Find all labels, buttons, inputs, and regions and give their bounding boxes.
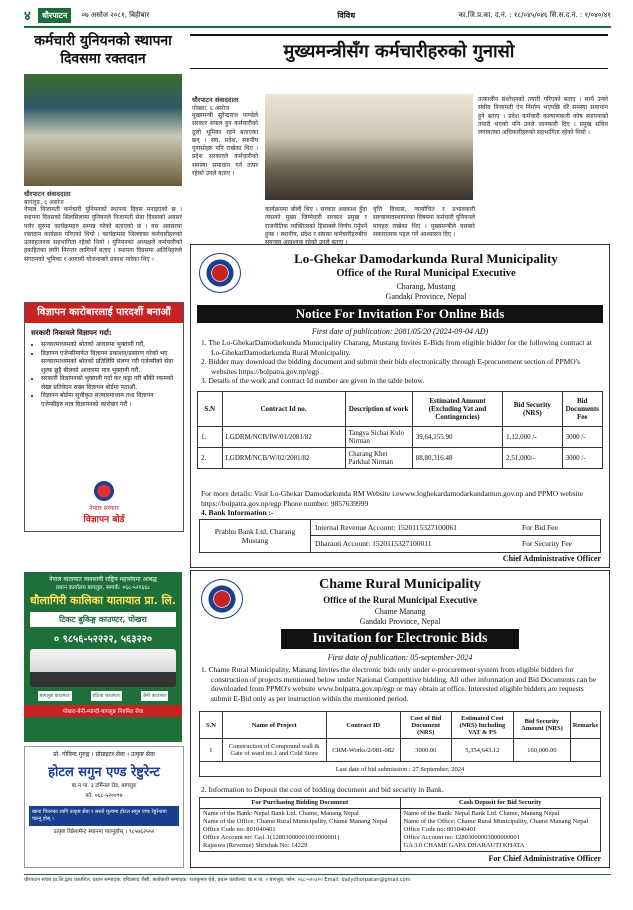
main-story-row2 [265,206,475,247]
nepal-emblem-icon [92,480,116,502]
main-story-col1: मुख्यमन्त्री सुरेन्द्रराज पाण्डेले सरकार सफल हुन कर्मचारीको ठूलो भूमिका रहने बताएका छन् । संघ, प्रदेश, स्थानीय गुनासोहरु पनि राखेका थिए । प्रदेश सरकारले कर्मचारीको समस्या समाधान गर्न तत्पर रहेको उनले बताए । [192,112,258,178]
bus-company-name: धौलागिरी कालिका यातायात प्रा. लि. [29,594,177,607]
list-item: • विज्ञापन एजेन्सीमार्फत विज्ञापन प्रकाशन/प्रसारण गरेको भए सञ्चारमाध्यमको श्रोतको प्रतिलिपि संलग्न गरी एजेन्सीको सेवा शुल्क छुट्टै बीलको आधारमा मात्र भुक्तानी गरौं, [41,350,177,376]
advertising-board-logo: नेपाल सरकार विज्ञापन बोर्ड [25,480,183,525]
bank-name: Prabhu Bank Ltd, Charang Mustang [199,519,311,553]
municipality-emblem-icon [199,253,241,293]
main-story-byline: धौरपाटन संवाददाता पोखरा, ६ असोज [192,96,239,112]
list-item: • विज्ञापन बोर्डमा सूचीकृत सञ्चारमाध्यम तथा विज्ञापन एजेन्सीहरु मात्र विज्ञापनको कारोबार गरौं । [41,392,177,409]
notice1-bid-table: S.N Contract Id no. Description of work Estimated Amount (Excluding Vat and Contingencies) Bid Security (NRS) Bid Documents Fee 1. LGDRM/NCB/IW/01/2081/82 Tangya Sichai Kulo Nirman 39,64,155.90 1,12,000 /- 3000 /- 2. LGDRM/NCB/W/02/2081/82 Charang Khet Parkhal Nirman 88,80,316.48 2,51,000/- 3000 /- [197,391,603,469]
hotel-advertisement: प्रो. गोविन्द गुरुङ्ग । प्रोप्राइटर सेवा । उत्कृष्ट सेवा होटल सगुन एण्ड रेष्टुरेन्ट बा.न.पा. ३ टर्मिनल रोड, बागलुङ फो: ०६८-५२००९७ खाना पिउनका लागि उत्कृष्ट सेवा र सस्तो मूल्यमा होटल सगुन एण्ड रेष्टुरेन्टमा पाल्नु होस् । उत्कृष्ट रिफ्रेशमेन्ट स्थानमा पाल्नुहोस् । ९८५७६२५५२ [24,746,184,868]
left-story-body: नेपाल निजामती कर्मचारी युनियनको स्थापना दिवस मनाइएको छ । स्थापना दिवसको सिलसिलामा युनियनले निजामती सेवा दिवसको अवसर पारेर सुरुमा कार्यक्रमहरु सम्पन्न गरेको बताएको छ । यस अवसरमा रक्तदान कार्यक्रम गरिएको थियो । कार्यक्रममा जिल्लाका कर्मचारीहरुको उत्साहजनक सहभागिता रहेको थियो । युनियनका अध्यक्षले कर्मचारीको हकहितका लागि निरन्तर लागिपर्ने बताए । स्थापना दिवसमा अतिथिहरुले संगठनको भूमिका र आगामी योजनाबारे प्रकाश पारेका थिए । [24,206,182,263]
chame-bid-notice: Chame Rural Municipality Office of the Rural Municipal Executive Chame Manang Gandaki Province, Nepal Invitation for Electronic Bids First date of publication: 05-september-2024 1. Chame Rural Municipality, Manang Invites the electronic bids only under e-procurement system from eligible bidders for construction of projects mentioned below under National Competitive bidding. All other information and Bid Documents can be downloaded from PPMO's website www.bolpatra.gov.np/egp or may obtain at office. Interested eligible bidders are requests submit E-Bid only as per instruction within the mentioned period. S.N Name of Project Contract ID Cost of Bid Document (NRS) Estimated Cost (NRS) Including VAT & PS Bid Security Amount (NRS) Remarks 1 Construction of Compound wall & Gate of ward no.1 and Cold Store CRM-Works/2/081-082 3000.00 5,354,643.12 160,000.00 Last date of bid submission : 27 September, 2024 2. Information to Deposit the cost of bidding document and bid security in Bank. For Purchasing Bidding Document Cash Deposit for Bid Security Name of the Bank: Nepal Bank Ltd. Chame, Manang Nepal Name of the Office: Chame Rural Municipality, Chame Manang Nepal Office Code no: 801040401 Office Account no: Ga1.1(12803000001001000001) Rajaswa (Revenue) Shrishak No: 14229 Name of the Bank: Nepal Bank Ltd. Chame, Manang Nepal Name of the Office: Chame Rural Municipality, Chame Manang Nepal Office Code no: 801040401 Office Account no: 12803000003000000001 GA 3.0 CHAME GAPA DHARAUTI KHATA For Chief Administrative Officer [190,570,610,868]
last-date: Last date of bid submission : 27 September, 2024 [200,762,601,777]
bus-icon [30,649,176,687]
lo-ghekar-bid-notice: Lo-Ghekar Damodarkunda Rural Municipality Office of the Rural Municipal Executive Charang, Mustang Gandaki Province, Nepal Notice For Invitation For Online Bids First date of publication: 2081/05/20 (2024-09-04 AD) 1. The Lo-GhekarDamodarkunda Municipality Charang, Mustang Invites E-Bids from eligible bidder for the following contract at Lo-GhekarDamodarkunda Rural Municipality. 2. Bidder may download the bidding document and submit their bids electronically through E-procurement section of PPMO's websites https://bolpatra.gov.np/egp . 3. Details of the work and contract Id number are given in the table below. S.N Contract Id no. Description of work Estimated Amount (Excluding Vat and Contingencies) Bid Security (NRS) Bid Documents Fee 1. LGDRM/NCB/IW/01/2081/82 Tangya Sichai Kulo Nirman 39,64,155.90 1,12,000 /- 3000 /- 2. LGDRM/NCB/W/02/2081/82 Charang Khet Parkhal Nirman 88,80,316.48 2,51,000/- 3000 /- For more details: Visit Lo-Ghekar Damodarkunda RM Website i.ewww.loghekardamodarkundamun.gov.np and PPMO website https://bolpatra.gov.np/egp Phone number: 9857639999 4. Bank Information :- Prabhu Bank Ltd, Charang Mustang Internal Revenue Account: 1520115327100061 For Bid Fee Dharauti Account: 1520115327100011 For Security Fee Chief Administrative Officer [190,244,610,568]
advertising-board-subtitle: सरकारी निकायले विज्ञापन गर्दा: [31,329,112,337]
notice2-signatory: For Chief Administrative Officer [488,854,601,863]
notice1-bank-info [199,519,601,553]
notice1-more-info: For more details: Visit Lo-Ghekar Damodarkunda RM Website i.ewww.loghekardamodarkundamun.gov.np and PPMO website https://bolpatra.gov.np/egp Phone number: 9857639999 4. Bank Information :- [201,489,584,517]
page-header [24,4,611,28]
notice2-org: Chame Rural Municipality [319,577,481,592]
bank-account-row: Internal Revenue Account: 1520115327100061 For Bid Fee [311,520,600,536]
notice1-instructions: 1. The Lo-GhekarDamodarkunda Municipality Charang, Mustang Invites E-Bids from eligible bidder for the following contract at Lo-GhekarDamodarkunda Rural Municipality. 2. Bidder may download the bidding document and submit their bids electronically through E-procurement section of PPMO's websites https://bolpatra.gov.np/egp . 3. Details of the work and contract Id number are given in the table below. [201,338,592,385]
bus-counters: बागलुङ काउण्टर हटिया काउण्टर बेनी काउण्टर [39,693,167,699]
meeting-photo [265,94,473,200]
main-story-col3: वृत्ति विकास, न्यायोचित र प्रभावकारी सरुवाव्यवस्थापनका विषयमा कर्मचारी युनियनले मागहरु राखेका थिए । मुख्यमन्त्रीले यसबारे सकारात्मक पहल गर्ने आश्वासन दिए । [373,206,475,238]
notice1-signatory: Chief Administrative Officer [502,554,601,563]
page-number: ४ [24,9,31,24]
section-name: विविध [337,10,356,20]
table-row: 1 Construction of Compound wall & Gate of ward no.1 and Cold Store CRM-Works/2/081-082 3000.00 5,354,643.12 160,000.00 [200,739,601,762]
bank-account-row: Dharauti Account: 1520115327100011 For Security Fee [315,539,572,548]
left-story [24,32,182,290]
notice1-title: Notice For Invitation For Online Bids [197,305,603,323]
blood-donation-photo [24,74,182,186]
bus-advertisement: नेपाल यातायात व्यवसायी राष्ट्रिय महासंघमा आबद्ध प्रधान कार्यालय बागलुङ, सम्पर्क: ०६८-५२१६६८ धौलागिरी कालिका यातायात प्रा. लि. टिकट बुकिङ्ग काउण्टर, पोखरा ० ९८५६-५२२२२, ५६३२२० बागलुङ काउण्टर हटिया काउण्टर बेनी काउण्टर पोखरा-बेनी-म्याग्दी-बागलुङ नियमित सेवा [24,572,182,742]
hotel-name: होटल सगुन एण्ड रेष्टुरेन्ट [48,765,160,780]
bank-details-fee: Name of the Bank: Nepal Bank Ltd. Chame, Manang Nepal Name of the Office: Chame Rural Municipality, Chame Manang Nepal Office Code no: 801040401 Office Account no: Ga1.1(12803000001001000001) Rajaswa (Revenue) Shrishak No: 14229 [200,809,401,852]
issue-date: ०७ असोज २०८१, बिहीबार [81,10,150,19]
table-row: 2. LGDRM/NCB/W/02/2081/82 Charang Khet Parkhal Nirman 88,80,316.48 2,51,000/- 3000 /- [198,448,603,469]
list-item: • सञ्चारमाध्यमको श्रोतको आधारमा भुक्तानी गरौं, [41,341,177,350]
table-row: 1. LGDRM/NCB/IW/01/2081/82 Tangya Sichai Kulo Nirman 39,64,155.90 1,12,000 /- 3000 /- [198,427,603,448]
main-story-col4: तत्कालीन संशोधनको तयारी गरिएको बताए । साथै उनले संघीय निजामती ऐन निर्माण भएपछि धेरै समस्या समाधान हुने बताए । प्रदेश कर्मचारी कल्याणकारी कोष स्थापनाको तयारी भएको पनि उनले जानकारी दिए । प्रमुख सचिव लगायतका अधिकारीहरुको सहभागिता रहेको थियो । [478,96,608,137]
advertising-board-title: विज्ञापन कारोबारलाई पारदर्शी बनाऔं [25,303,183,323]
notice2-bank-table: For Purchasing Bidding Document Cash Deposit for Bid Security Name of the Bank: Nepal Bank Ltd. Chame, Manang Nepal Name of the Office: Chame Rural Municipality, Chame Manang Nepal Office Code no: 801040401 Office Account no: Ga1.1(12803000001001000001) Rajaswa (Revenue) Shrishak No: 14229 Name of the Bank: Nepal Bank Ltd. Chame, Manang Nepal Name of the Office: Chame Rural Municipality, Chame Manang Nepal Office Code no: 801040401 Office Account no: 12803000003000000001 GA 3.0 CHAME GAPA DHARAUTI KHATA [199,797,601,852]
paper-name: धौरपाटन [38,8,71,23]
left-story-headline: कर्मचारी युनियनको स्थापना दिवसमा रक्तदान [34,33,172,67]
notice2-title: Invitation for Electronic Bids [281,629,519,649]
page-footer: धौरपाटन संचार प्रा.लि.द्वारा प्रकाशित, प्रधान सम्पादक: हरिप्रसाद जैसी, कार्यकारी सम्पादक: राजकुमार थेबे, प्रधान कार्यालय: बा.न.पा. २ बागलुङ, फोन: ०६८-५२०३२० Email: dailydhorpatan@gmail.com [24,874,611,883]
bank-details-security: Name of the Bank: Nepal Bank Ltd. Chame, Manang Nepal Name of the Office: Chame Rural Municipality, Chame Manang Nepal Office Code no: 801040401 Office Account no: 12803000003000000001 GA 3.0 CHAME GAPA DHARAUTI KHATA [400,809,601,852]
notice2-project-table: S.N Name of Project Contract ID Cost of Bid Document (NRS) Estimated Cost (NRS) Including VAT & PS Bid Security Amount (NRS) Remarks 1 Construction of Compound wall & Gate of ward no.1 and Cold Store CRM-Works/2/081-082 3000.00 5,354,643.12 160,000.00 Last date of bid submission : 27 September, 2024 [199,711,601,777]
bus-phone: ० ९८५६-५२२२२, ५६३२२० [53,634,153,645]
main-story-col2: कार्यक्रममा बोल्दै थिए । सरकार अवकाश हुँदा त्यसको मुख्य जिम्मेवारी सरकार प्रमुख र राजनीतिक व्यक्तित्वको हिसाबले निर्णय गर्नुपर्ने हुन्छ । स्थानीय, प्रदेश र संघका कर्मचारीहरुबीच समन्वय आवश्यक रहेको उनले बताए । [265,206,367,247]
registration-number: का.जि.प्र.का. द.नं. : १८/०४५/०४६ सि.स.द.नं. : १/०४०/४१ [458,10,611,19]
notice1-org: Lo-Ghekar Damodarkunda Rural Municipality [294,251,558,266]
main-headline: मुख्यमन्त्रीसँग कर्मचारीहरुको गुनासो [190,34,608,69]
advertising-board-list [31,341,177,409]
advertising-board-notice [24,302,184,532]
list-item: • सरकारी विज्ञापनको भुक्तानी गर्दा कर कट्टा गरी बाँकी रकमको लेखा प्रतिवेदन राख्न विज्ञापन बोर्डमा पठाऔं, [41,375,177,392]
left-story-byline: धौरपाटन संवाददाता बागलुङ, ६ असोज [24,190,71,206]
